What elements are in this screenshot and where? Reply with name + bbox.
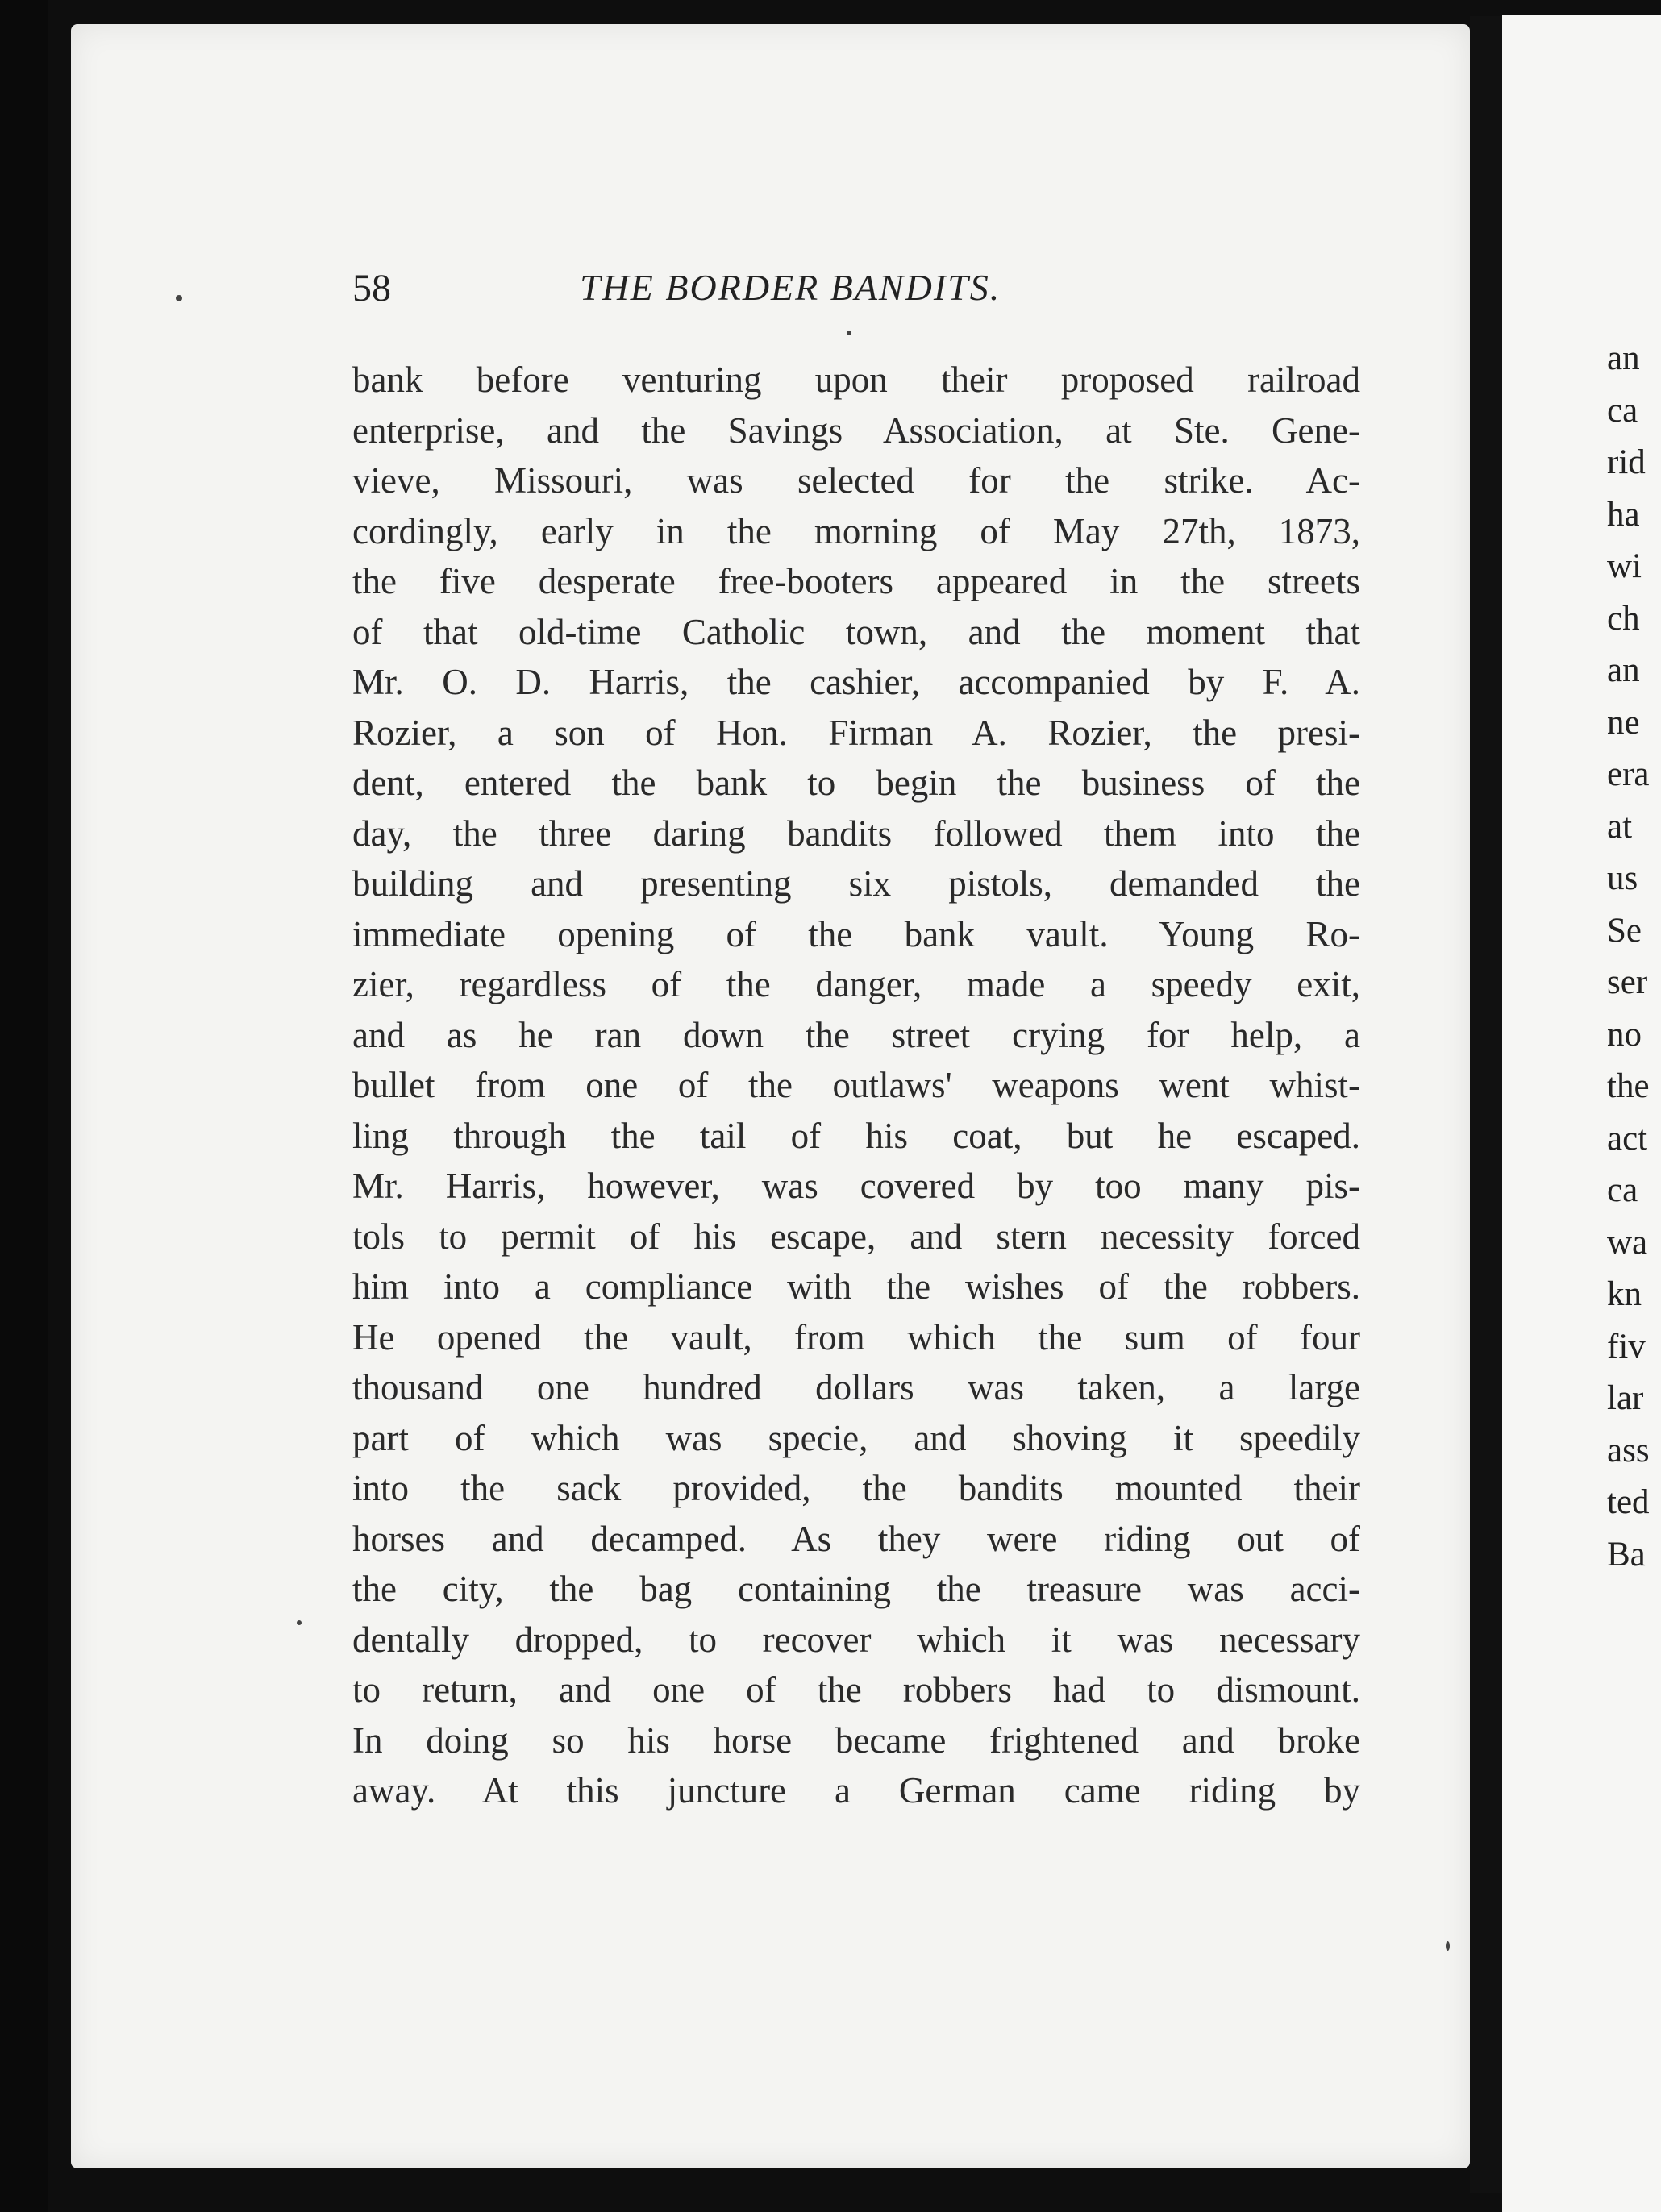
text-line: and as he ran down the street crying for help, a [352,1014,1360,1055]
facing-text-fragment: rid [1607,443,1646,481]
text-line: the five desperate free-booters appeared in the streets [352,561,1360,601]
facing-text-fragment: ch [1607,599,1640,638]
page-header [352,258,1159,331]
text-line: him into a compliance with the wishes of the robbers. [352,1266,1360,1307]
text-line: Mr. Harris, however, was covered by too many pis- [352,1166,1360,1206]
body-text [352,355,1360,1816]
book-gutter [1470,16,1502,2193]
right-page [1502,15,1661,2212]
text-line: away. At this juncture a German came riding by [352,1770,1360,1811]
facing-text-fragment: Ba [1607,1535,1646,1574]
facing-text-fragment: the [1607,1067,1650,1105]
text-line: Rozier, a son of Hon. Firman A. Rozier, the presi- [352,712,1360,753]
facing-text-fragment: Se [1607,911,1642,950]
facing-text-fragment: wa [1607,1223,1648,1262]
text-line: enterprise, and the Savings Association, at Ste. Gene- [352,410,1360,451]
text-line: bank before venturing upon their proposed railroad [352,360,1360,400]
facing-text-fragment: an [1607,651,1640,689]
facing-text-fragment: lar [1607,1379,1644,1417]
text-line: ling through the tail of his coat, but he escaped. [352,1115,1360,1156]
facing-text-fragment: at [1607,807,1633,846]
text-line: into the sack provided, the bandits mounted their [352,1468,1360,1508]
facing-text-fragment: ass [1607,1431,1650,1470]
text-line: horses and decamped. As they were riding out of [352,1518,1360,1559]
facing-text-fragment: wi [1607,547,1642,585]
text-line: day, the three daring bandits followed them into the [352,813,1360,854]
scan-edge [0,0,48,2212]
facing-text-fragment: ca [1607,391,1638,430]
text-line: Mr. O. D. Harris, the cashier, accompanied by F. A. [352,662,1360,702]
text-line: vieve, Missouri, was selected for the strike. Ac- [352,460,1360,501]
facing-text-fragment: ha [1607,495,1640,534]
text-line: In doing so his horse became frightened and broke [352,1719,1360,1761]
page-number: 58 [352,267,391,310]
margin-speck [176,295,182,301]
facing-text-fragment: act [1607,1119,1648,1158]
text-line: to return, and one of the robbers had to dismount. [352,1669,1360,1710]
facing-text-fragment: fiv [1607,1327,1646,1366]
facing-text-fragment: ne [1607,703,1640,742]
facing-text-fragment: no [1607,1015,1642,1054]
text-line: dent, entered the bank to begin the business of the [352,763,1360,803]
text-line: of that old-time Catholic town, and the moment that [352,611,1360,652]
margin-speck [297,1620,302,1625]
facing-text-fragment: era [1607,755,1650,793]
text-line: immediate opening of the bank vault. Young Ro- [352,913,1360,954]
text-line: part of which was specie, and shoving it speedily [352,1417,1360,1458]
facing-text-fragment: us [1607,859,1638,897]
facing-text-fragment: kn [1607,1275,1642,1313]
text-line: bullet from one of the outlaws' weapons went whist- [352,1065,1360,1105]
text-line: the city, the bag containing the treasure was acci- [352,1569,1360,1609]
text-line: He opened the vault, from which the sum of four [352,1316,1360,1358]
text-line: thousand one hundred dollars was taken, a large [352,1367,1360,1407]
margin-speck [847,331,851,335]
facing-text-fragment: ca [1607,1171,1638,1209]
text-line: building and presenting six pistols, demanded the [352,863,1360,904]
text-line: dentally dropped, to recover which it was necessary [352,1619,1360,1660]
facing-text-fragment: ser [1607,963,1648,1001]
facing-text-fragment: ted [1607,1483,1650,1521]
text-line: tols to permit of his escape, and stern necessity forced [352,1216,1360,1257]
facing-text-fragment: an [1607,339,1640,377]
text-line: zier, regardless of the danger, made a speedy exit, [352,964,1360,1004]
running-head: THE BORDER BANDITS. [580,267,1001,308]
text-line: cordingly, early in the morning of May 27th, 1873, [352,510,1360,551]
margin-speck [1446,1941,1450,1951]
facing-page-text [1607,333,1650,1581]
